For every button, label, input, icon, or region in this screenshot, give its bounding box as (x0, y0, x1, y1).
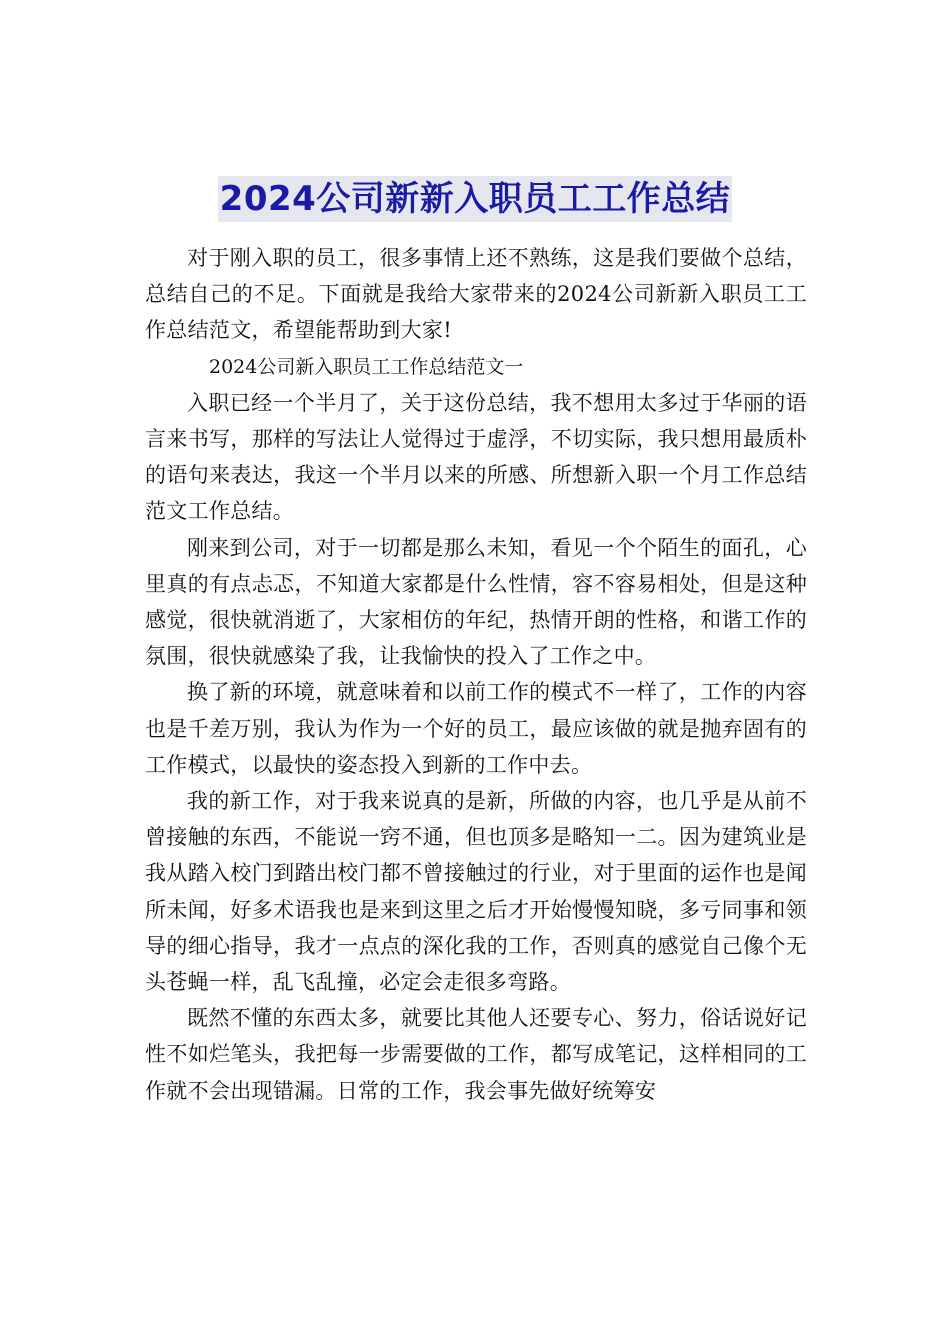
title-container (0, 176, 950, 222)
document-body (145, 240, 807, 1109)
section-heading: 2024公司新入职员工工作总结范文一 (209, 355, 524, 378)
body-paragraph: 我的新工作，对于我来说真的是新，所做的内容，也几乎是从前不曾接触的东西，不能说一窍不通，但也顶多是略知一二。因为建筑业是我从踏入校门到踏出校门都不曾接触过的行业，对于里面的运作也是闻所未闻，好多术语我也是来到这里之后才开始慢慢知晓，多亏同事和领导的细心指导，我才一点点的深化我的工作，否则真的感觉自己像个无头苍蝇一样，乱飞乱撞，必定会走很多弯路。 (145, 789, 807, 995)
body-paragraph: 刚来到公司，对于一切都是那么未知，看见一个个陌生的面孔，心里真的有点忐忑，不知道大家都是什么性情，容不容易相处，但是这种感觉，很快就消逝了，大家相仿的年纪，热情开朗的性格，和谐工作的氛围，很快就感染了我，让我愉快的投入了工作之中。 (145, 535, 807, 669)
body-paragraph: 既然不懂的东西太多，就要比其他人还要专心、努力，俗话说好记性不如烂笔头，我把每一步需要做的工作，都写成笔记，这样相同的工作就不会出现错漏。日常的工作，我会事先做好统筹安 (145, 1006, 807, 1103)
document-title: 2024公司新新入职员工工作总结 (218, 176, 733, 222)
body-paragraph: 对于刚入职的员工，很多事情上还不熟练，这是我们要做个总结，总结自己的不足。下面就是我给大家带来的2024公司新新入职员工工作总结范文，希望能帮助到大家! (145, 246, 807, 343)
body-paragraph: 入职已经一个半月了，关于这份总结，我不想用太多过于华丽的语言来书写，那样的写法让人觉得过于虚浮，不切实际，我只想用最质朴的语句来表达，我这一个半月以来的所感、所想新入职一个月工作总结范文工作总结。 (145, 390, 807, 524)
body-paragraph: 换了新的环境，就意味着和以前工作的模式不一样了，工作的内容也是千差万别，我认为作为一个好的员工，最应该做的就是抛弃固有的工作模式，以最快的姿态投入到新的工作中去。 (145, 680, 807, 777)
